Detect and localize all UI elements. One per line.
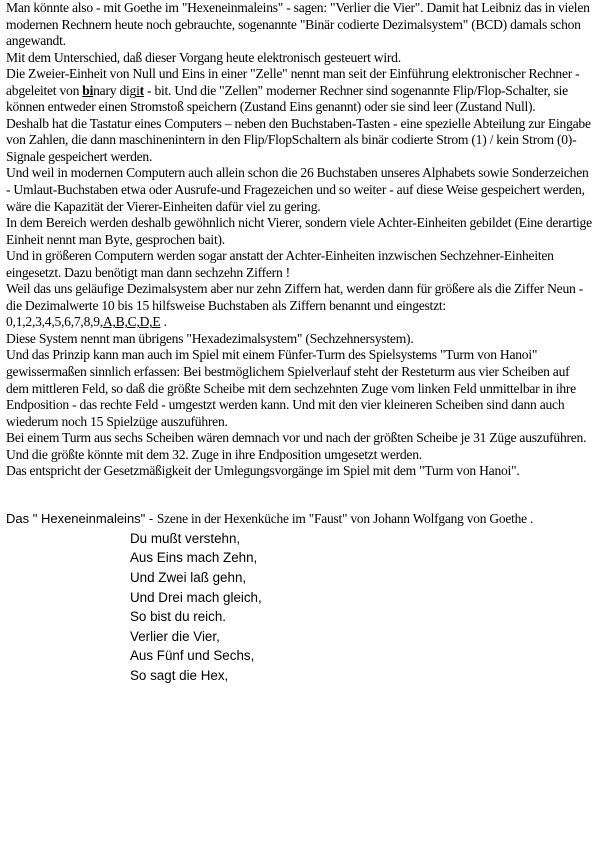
paragraph-2: Mit dem Unterschied, daß dieser Vorgang heute elektronisch gesteuert wird. — [6, 49, 401, 65]
paragraph-4: Deshalb hat die Tastatur eines Computers – neben den Buchstaben-Tasten - eine spezielle Abteilung zur Eingabe von Zahlen, die dann maschinenintern in den Flip/FlopSchaltern als binär codierte Strom (1) / kein Strom (0)-Signale gespeichert werden. — [6, 115, 591, 164]
poem-line: Du mußt verstehn, — [130, 530, 241, 546]
paragraph-3-before: Die Zweier-Einheit von Null und Eins in einer "Zelle" nennt man seit der Einführung elektronischer Rechner - abgeleitet von — [6, 66, 580, 98]
paragraph-3 — [6, 66, 594, 116]
poem-title — [6, 510, 594, 527]
paragraph-8-after: . — [160, 314, 167, 330]
paragraph-8 — [6, 281, 594, 331]
paragraph-7: Und in größeren Computern werden sogar anstatt der Achter-Einheiten inzwischen Sechzehner-Einheiten eingesetzt. Dazu benötigt man dann sechzehn Ziffern ! — [6, 248, 554, 280]
paragraph-5: Und weil in modernen Computern auch allein schon die 26 Buchstaben unseres Alphabets sowie Sonderzeichen - Umlaut-Buchstaben etwa oder Ausrufe-und Fragezeichen und so weiter - auf diese Weise gespeichert werden, wäre die Kapazität der Vierer-Einheiten dafür viel zu gering. — [6, 165, 589, 214]
poem-title-source: Szene in der Hexenküche im "Faust" von Johann Wolfgang von Goethe . — [156, 510, 534, 526]
paragraph-6: In dem Bereich werden deshalb gewöhnlich nicht Vierer, sondern viele Achter-Einheiten gebildet (Eine derartige Einheit nennt man Byte, gesprochen bait). — [6, 215, 592, 247]
poem-line: Verlier die Vier, — [130, 628, 220, 644]
binary-bi: bi — [82, 82, 94, 98]
poem-line: Aus Eins mach Zehn, — [130, 550, 258, 566]
poem-line: Und Zwei laß gehn, — [130, 570, 247, 586]
binary-rest: nary — [93, 82, 120, 98]
poem — [130, 529, 594, 686]
poem-line: So bist du reich. — [130, 609, 227, 625]
paragraph-9: Diese System nennt man übrigens "Hexadezimalsystem" (Sechzehnersystem). — [6, 330, 414, 346]
digit-i: i — [136, 82, 140, 98]
hex-letters: A,B,C,D,E — [102, 314, 161, 330]
digit-t: t — [139, 82, 144, 98]
paragraph-3-after: - bit. Und die "Zellen" moderner Rechner sind sogenannte Flip/Flop-Schalter, sie können entweder einen Stromstoß speichern (Zustand Eins genannt) oder sie sind leer (Zustand Null). — [6, 82, 568, 115]
poem-line: So sagt die Hex, — [130, 668, 229, 684]
section-gap — [6, 480, 594, 510]
document-body — [6, 0, 594, 480]
digit-dig: dig — [119, 82, 137, 98]
poem-line: Und Drei mach gleich, — [130, 589, 262, 605]
poem-title-name: Das " Hexeneinmaleins" - — [6, 510, 157, 526]
paragraph-1: Man könnte also - mit Goethe im "Hexeneinmaleins" - sagen: "Verlier die Vier". Damit hat Leibniz das in vielen modernen Rechnern heute noch gebrauchte, sogenannte "Binär codierte Dezimalsystem" (BCD) damals schon angewandt. — [6, 0, 590, 49]
paragraph-11: Bei einem Turm aus sechs Scheiben wären demnach vor und nach der größten Scheibe je 31 Züge auszuführen. Und die größte könnte mit dem 32. Zuge in ihre Endposition umgesetzt werden. — [6, 430, 587, 462]
paragraph-10: Und das Prinzip kann man auch im Spiel mit einem Fünfer-Turm des Spielsystems "Turm von Hanoi" gewissermaßen sinnlich erfassen: Bei bestmöglichem Spielverlauf steht der Resteturm aus vier Scheiben auf dem mittleren Feld, so daß die größte Scheibe mit dem sechzehnten Zuge vom linken Feld unmittelbar in ihre Endposition - das rechte Feld - umgestzt werden kann. Und mit den vier kleineren Scheiben sind dann auch wiederum noch 15 Spielzüge auszuführen. — [6, 347, 576, 429]
poem-line: Aus Fünf und Sechs, — [130, 648, 255, 664]
paragraph-8-before: Weil das uns geläufige Dezimalsystem aber nur zehn Ziffern hat, werden dann für größere als die Ziffer Neun - die Dezimalwerte 10 bis 15 hilfsweise Buchstaben als Ziffern benannt und eingestzt: 0,1,2,3,4,5,6,7,8,9, — [6, 281, 583, 330]
paragraph-12: Das entspricht der Gesetzmäßigkeit der Umlegungsvorgänge im Spiel mit dem "Turm von Hanoi". — [6, 463, 520, 479]
